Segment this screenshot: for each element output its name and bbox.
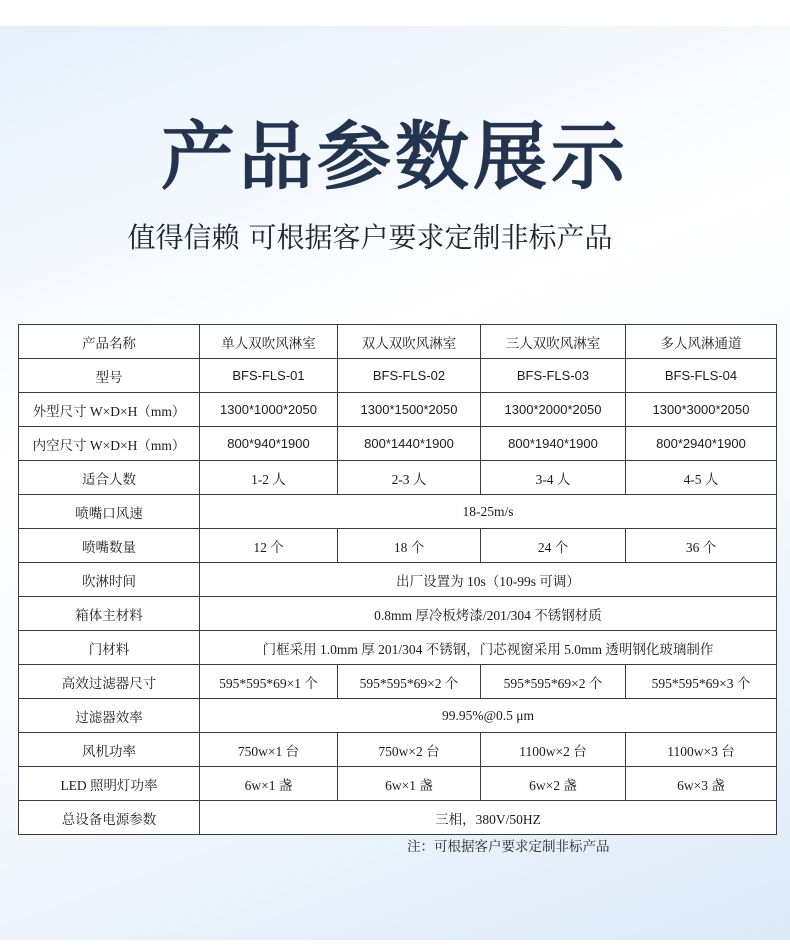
footnote: 注：可根据客户要求定制非标产品 xyxy=(407,839,610,854)
column-header: 单人双吹风淋室 xyxy=(200,325,338,359)
table-row xyxy=(19,495,777,529)
row-label: 风机功率 xyxy=(19,733,200,767)
table-cell: 800*1440*1900 xyxy=(338,427,481,461)
table-cell: BFS-FLS-03 xyxy=(481,359,626,393)
table-row xyxy=(19,631,777,665)
table-cell: 800*2940*1900 xyxy=(626,427,777,461)
table-cell: 2-3 人 xyxy=(338,461,481,495)
row-label: 适合人数 xyxy=(19,461,200,495)
row-label: 总设备电源参数 xyxy=(19,801,200,835)
table-row xyxy=(19,563,777,597)
row-label: 吹淋时间 xyxy=(19,563,200,597)
table-row xyxy=(19,427,777,461)
table-cell: 1300*1500*2050 xyxy=(338,393,481,427)
table-row xyxy=(19,801,777,835)
table-cell: 6w×2 盏 xyxy=(481,767,626,801)
merged-cell: 18-25m/s xyxy=(200,495,777,529)
table-cell: 4-5 人 xyxy=(626,461,777,495)
row-label: LED 照明灯功率 xyxy=(19,767,200,801)
merged-cell: 出厂设置为 10s（10-99s 可调） xyxy=(200,563,777,597)
row-label: 外型尺寸 W×D×H（mm） xyxy=(19,393,200,427)
table-cell: 6w×1 盏 xyxy=(338,767,481,801)
table-cell: 800*1940*1900 xyxy=(481,427,626,461)
table-cell: 800*940*1900 xyxy=(200,427,338,461)
table-cell: 1300*2000*2050 xyxy=(481,393,626,427)
table-cell: 1300*1000*2050 xyxy=(200,393,338,427)
table-cell: 6w×3 盏 xyxy=(626,767,777,801)
table-row xyxy=(19,597,777,631)
table-row xyxy=(19,665,777,699)
table-row xyxy=(19,393,777,427)
spec-table xyxy=(18,324,777,835)
row-label: 门材料 xyxy=(19,631,200,665)
row-label: 内空尺寸 W×D×H（mm） xyxy=(19,427,200,461)
table-cell: 12 个 xyxy=(200,529,338,563)
row-label: 高效过滤器尺寸 xyxy=(19,665,200,699)
page-title: 产品参数展示 xyxy=(161,114,629,200)
table-cell: 1100w×2 台 xyxy=(481,733,626,767)
merged-cell: 门框采用 1.0mm 厚 201/304 不锈钢，门芯视窗采用 5.0mm 透明钢化玻璃制作 xyxy=(200,631,777,665)
table-row xyxy=(19,359,777,393)
table-header-row xyxy=(19,325,777,359)
table-row xyxy=(19,461,777,495)
table-row xyxy=(19,767,777,801)
table-cell: 6w×1 盏 xyxy=(200,767,338,801)
table-cell: 595*595*69×1 个 xyxy=(200,665,338,699)
row-label: 过滤器效率 xyxy=(19,699,200,733)
table-cell: BFS-FLS-02 xyxy=(338,359,481,393)
table-cell: 1300*3000*2050 xyxy=(626,393,777,427)
row-label: 箱体主材料 xyxy=(19,597,200,631)
table-cell: 24 个 xyxy=(481,529,626,563)
top-band xyxy=(0,0,790,26)
column-header: 三人双吹风淋室 xyxy=(481,325,626,359)
merged-cell: 0.8mm 厚冷板烤漆/201/304 不锈钢材质 xyxy=(200,597,777,631)
table-cell: 595*595*69×2 个 xyxy=(338,665,481,699)
table-cell: 1100w×3 台 xyxy=(626,733,777,767)
table-cell: 750w×1 台 xyxy=(200,733,338,767)
merged-cell: 三相，380V/50HZ xyxy=(200,801,777,835)
row-label: 喷嘴数量 xyxy=(19,529,200,563)
merged-cell: 99.95%@0.5 μm xyxy=(200,699,777,733)
table-cell: BFS-FLS-04 xyxy=(626,359,777,393)
table-cell: 750w×2 台 xyxy=(338,733,481,767)
row-label: 喷嘴口风速 xyxy=(19,495,200,529)
column-header: 产品名称 xyxy=(19,325,200,359)
table-cell: 18 个 xyxy=(338,529,481,563)
page-subtitle: 值得信赖 可根据客户要求定制非标产品 xyxy=(127,221,613,254)
table-cell: 595*595*69×2 个 xyxy=(481,665,626,699)
table-row xyxy=(19,529,777,563)
table-row xyxy=(19,733,777,767)
column-header: 双人双吹风淋室 xyxy=(338,325,481,359)
table-cell: BFS-FLS-01 xyxy=(200,359,338,393)
table-row xyxy=(19,699,777,733)
table-cell: 595*595*69×3 个 xyxy=(626,665,777,699)
row-label: 型号 xyxy=(19,359,200,393)
column-header: 多人风淋通道 xyxy=(626,325,777,359)
table-cell: 36 个 xyxy=(626,529,777,563)
table-cell: 1-2 人 xyxy=(200,461,338,495)
table-cell: 3-4 人 xyxy=(481,461,626,495)
spec-table-body xyxy=(19,325,777,835)
bottom-band xyxy=(0,940,790,945)
